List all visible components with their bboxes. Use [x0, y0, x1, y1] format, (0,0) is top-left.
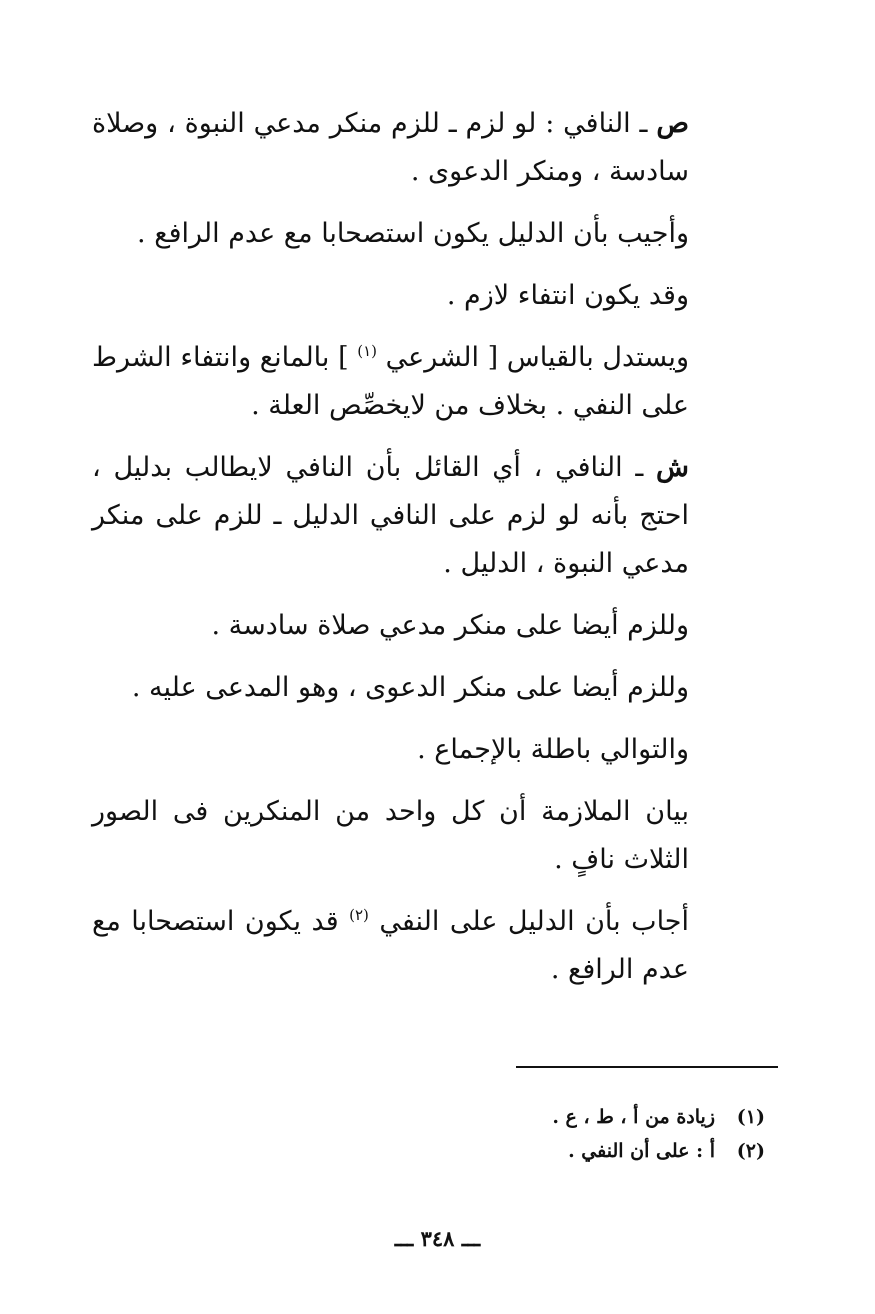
paragraph-2-text: وأجيب بأن الدليل يكون استصحابا مع عدم الرافع .	[137, 218, 689, 249]
main-text	[92, 100, 757, 1008]
paragraph-10	[92, 898, 757, 994]
paragraph-1	[92, 100, 757, 196]
paragraph-8-text: والتوالي باطلة بالإجماع .	[417, 734, 689, 765]
footnotes	[552, 1100, 765, 1168]
paragraph-6	[92, 602, 757, 650]
paragraph-10-text-before: أجاب بأن الدليل على النفي	[379, 906, 689, 937]
lead-letter-shin: ش	[656, 452, 689, 483]
paragraph-1-text: ـ النافي : لو لزم ـ للزم منكر مدعي النبوة ، وصلاة سادسة ، ومنكر الدعوى .	[92, 108, 689, 187]
paragraph-4	[92, 334, 757, 430]
paragraph-3-text: وقد يكون انتفاء لازم .	[446, 280, 689, 311]
paragraph-4-text-after: ] بالمانع وانتفاء الشرط على النفي . بخلاف من لايخصِّص العلة .	[92, 342, 689, 421]
paragraph-5	[92, 444, 757, 588]
footnote-ref-2: (٢)	[349, 906, 369, 924]
paragraph-4-text-before: ويستدل بالقياس [ الشرعي	[385, 342, 689, 373]
paragraph-6-text: وللزم أيضا على منكر مدعي صلاة سادسة .	[211, 610, 689, 641]
paragraph-9	[92, 788, 757, 884]
footnote-2-number: (٢)	[736, 1140, 765, 1162]
footnote-1-number: (١)	[736, 1106, 765, 1128]
footnote-1-text: زيادة من أ ، ط ، ع .	[552, 1106, 715, 1128]
footnote-ref-1: (١)	[357, 342, 378, 360]
paragraph-9-text: بيان الملازمة أن كل واحد من المنكرين فى الصور الثلاث نافٍ .	[92, 796, 689, 875]
paragraph-7-text: وللزم أيضا على منكر الدعوى ، وهو المدعى عليه .	[131, 672, 689, 703]
page-number: ـــ ٣٤٨ ـــ	[394, 1226, 481, 1251]
footnote-divider	[516, 1066, 778, 1068]
paragraph-10-text-after: قد يكون استصحابا مع عدم الرافع .	[92, 906, 689, 985]
paragraph-7	[92, 664, 757, 712]
footnote-2-text: أ : على أن النفي .	[568, 1140, 715, 1162]
paragraph-3	[92, 272, 757, 320]
footnote-2	[552, 1134, 765, 1168]
paragraph-8	[92, 726, 757, 774]
paragraph-2	[92, 210, 757, 258]
lead-letter-sad: ص	[656, 108, 689, 139]
footnote-1	[552, 1100, 765, 1134]
paragraph-5-text: ـ النافي ، أي القائل بأن النافي لايطالب بدليل ، احتج بأنه لو لزم على النافي الدليل ـ للزم على منكر مدعي النبوة ، الدليل .	[92, 452, 689, 579]
